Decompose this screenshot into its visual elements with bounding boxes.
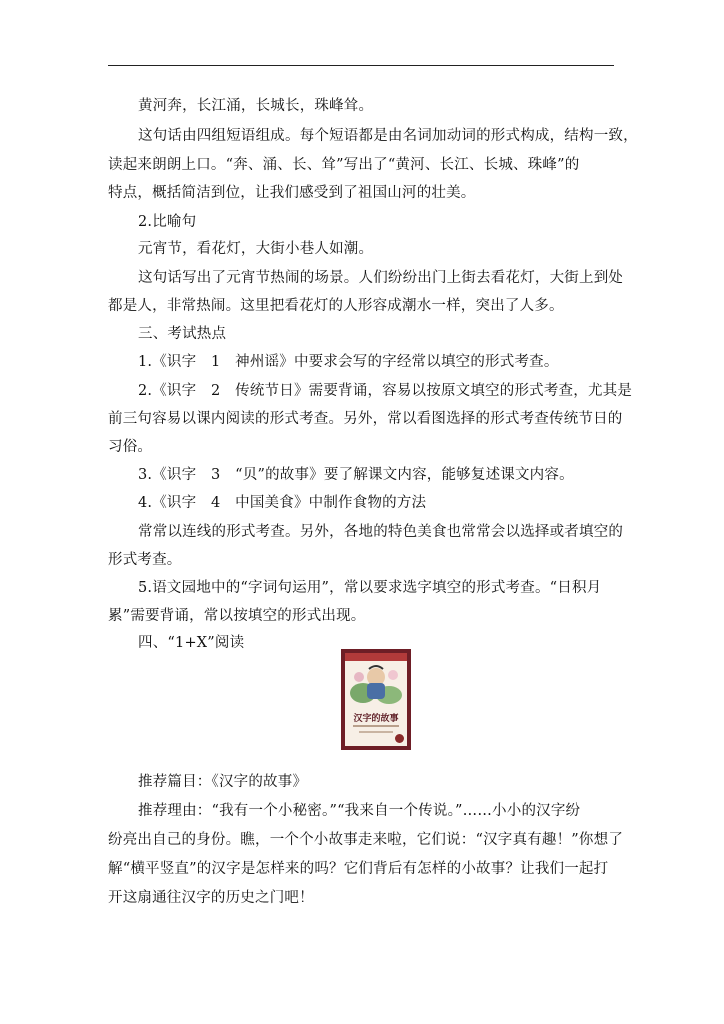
text-line: 推荐理由：“我有一个小秘密。”“我来自一个传说。”……小小的汉字纷 bbox=[138, 803, 581, 819]
text-line: 元宵节，看花灯，大街小巷人如潮。 bbox=[138, 241, 374, 257]
book-cover-illustration bbox=[349, 663, 403, 707]
section-heading: 四、“1+X”阅读 bbox=[138, 635, 245, 651]
text-line: 累”需要背诵，常以按填空的形式出现。 bbox=[108, 608, 366, 624]
text-line: 读起来朗朗上口。“奔、涌、长、耸”写出了“黄河、长江、长城、珠峰”的 bbox=[108, 157, 580, 173]
text-line: 2.《识字 2 传统节日》需要背诵，容易以按原文填空的形式考查，尤其是 bbox=[138, 383, 633, 399]
text-line: 开这扇通往汉字的历史之门吧！ bbox=[108, 890, 314, 906]
text-line: 习俗。 bbox=[108, 439, 153, 455]
text-line: 4.《识字 4 中国美食》中制作食物的方法 bbox=[138, 495, 427, 511]
text-line: 黄河奔，长江涌，长城长，珠峰耸。 bbox=[138, 98, 374, 114]
book-cover-title: 汉字的故事 bbox=[353, 714, 399, 724]
text-line: 3.《识字 3 “贝”的故事》要了解课文内容，能够复述课文内容。 bbox=[138, 467, 574, 483]
text-line: 都是人，非常热闹。这里把看花灯的人形容成潮水一样，突出了人多。 bbox=[108, 298, 564, 314]
section-heading: 2.比喻句 bbox=[138, 214, 197, 230]
text-line: 这句话写出了元宵节热闹的场景。人们纷纷出门上街去看花灯，大街上到处 bbox=[138, 270, 624, 286]
text-line: 常常以连线的形式考查。另外，各地的特色美食也常常会以选择或者填空的 bbox=[138, 524, 624, 540]
book-cover-image bbox=[341, 649, 411, 750]
text-line: 解“横平竖直”的汉字是怎样来的吗？它们背后有怎样的小故事？让我们一起打 bbox=[108, 861, 609, 877]
seal-icon bbox=[395, 734, 404, 743]
text-line: 形式考查。 bbox=[108, 552, 182, 568]
text-line: 这句话由四组短语组成。每个短语都是由名词加动词的形式构成，结构一致， bbox=[138, 128, 638, 144]
header-rule bbox=[108, 65, 614, 66]
text-line: 5.语文园地中的“字词句运用”，常以要求选字填空的形式考查。“日积月 bbox=[138, 580, 602, 596]
text-line: 1.《识字 1 神州谣》中要求会写的字经常以填空的形式考查。 bbox=[138, 354, 559, 370]
text-line: 前三句容易以课内阅读的形式考查。另外，常以看图选择的形式考查传统节日的 bbox=[108, 411, 623, 427]
text-line: 特点，概括简洁到位，让我们感受到了祖国山河的壮美。 bbox=[108, 185, 476, 201]
text-line: 推荐篇目：《汉字的故事》 bbox=[138, 774, 308, 790]
section-heading: 三、考试热点 bbox=[138, 326, 227, 342]
text-line: 纷亮出自己的身份。瞧，一个个小故事走来啦，它们说：“汉字真有趣！”你想了 bbox=[108, 832, 624, 848]
